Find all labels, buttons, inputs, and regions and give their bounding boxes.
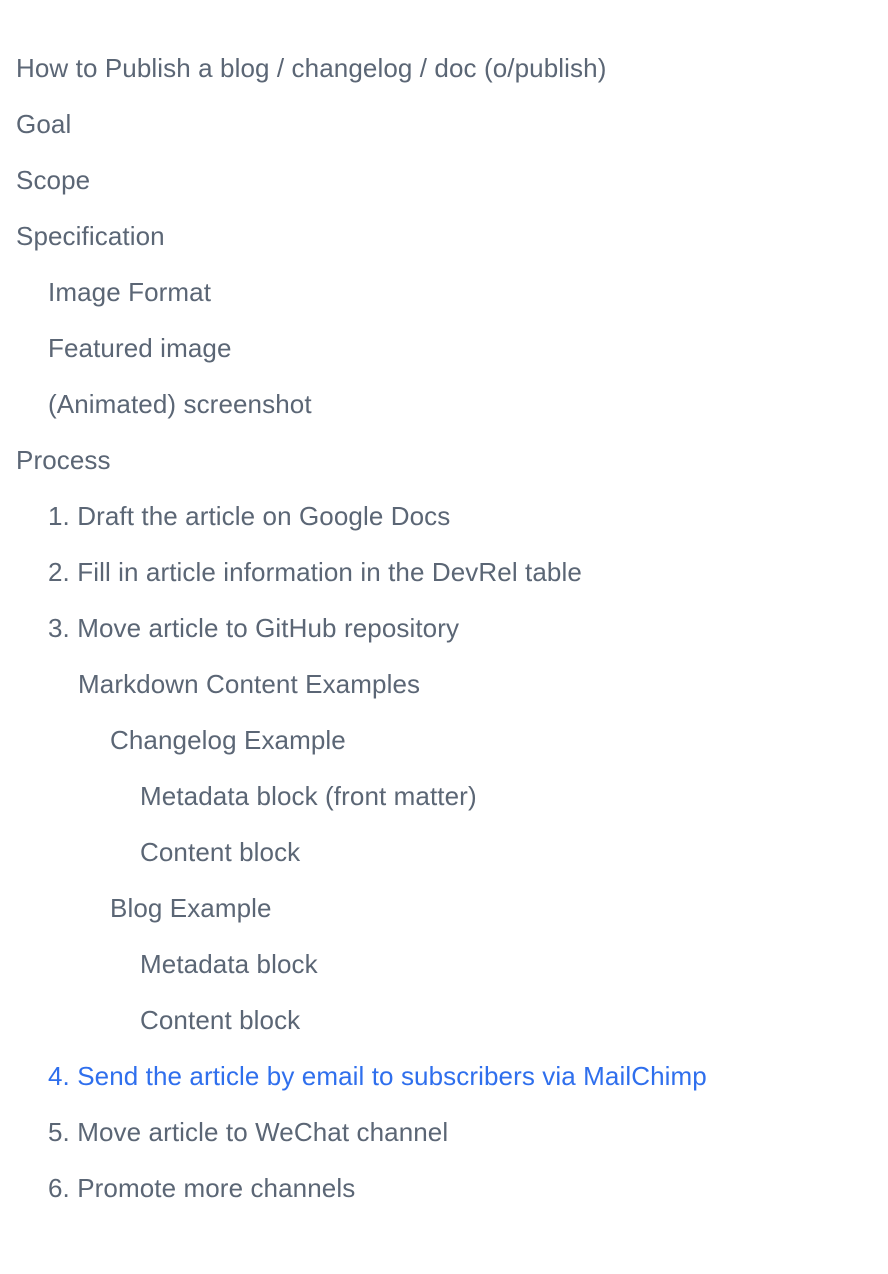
toc-link[interactable]: 5. Move article to WeChat channel — [48, 1117, 449, 1147]
toc-link[interactable]: Content block — [140, 1005, 301, 1035]
toc-link[interactable]: Image Format — [48, 277, 212, 307]
toc-link[interactable]: 2. Fill in article information in the DevRel table — [48, 557, 582, 587]
toc-link[interactable]: Specification — [16, 221, 165, 251]
toc-link[interactable]: How to Publish a blog / changelog / doc (o/publish) — [16, 53, 607, 83]
toc-link[interactable]: 6. Promote more channels — [48, 1173, 356, 1203]
toc-link[interactable]: Featured image — [48, 333, 232, 363]
toc-link[interactable]: 3. Move article to GitHub repository — [48, 613, 460, 643]
toc-link[interactable]: Metadata block (front matter) — [140, 781, 477, 811]
toc-link[interactable]: Changelog Example — [110, 725, 346, 755]
toc-link[interactable]: Process — [16, 445, 111, 475]
toc-link-active[interactable]: 4. Send the article by email to subscribers via MailChimp — [48, 1061, 707, 1091]
toc-link[interactable]: (Animated) screenshot — [48, 389, 312, 419]
toc-link[interactable]: Markdown Content Examples — [78, 669, 421, 699]
toc-link[interactable]: Goal — [16, 109, 72, 139]
toc-link[interactable]: Content block — [140, 837, 301, 867]
toc-link[interactable]: Scope — [16, 165, 91, 195]
toc-link[interactable]: Blog Example — [110, 893, 272, 923]
toc-link[interactable]: Metadata block — [140, 949, 318, 979]
toc-link[interactable]: 1. Draft the article on Google Docs — [48, 501, 451, 531]
